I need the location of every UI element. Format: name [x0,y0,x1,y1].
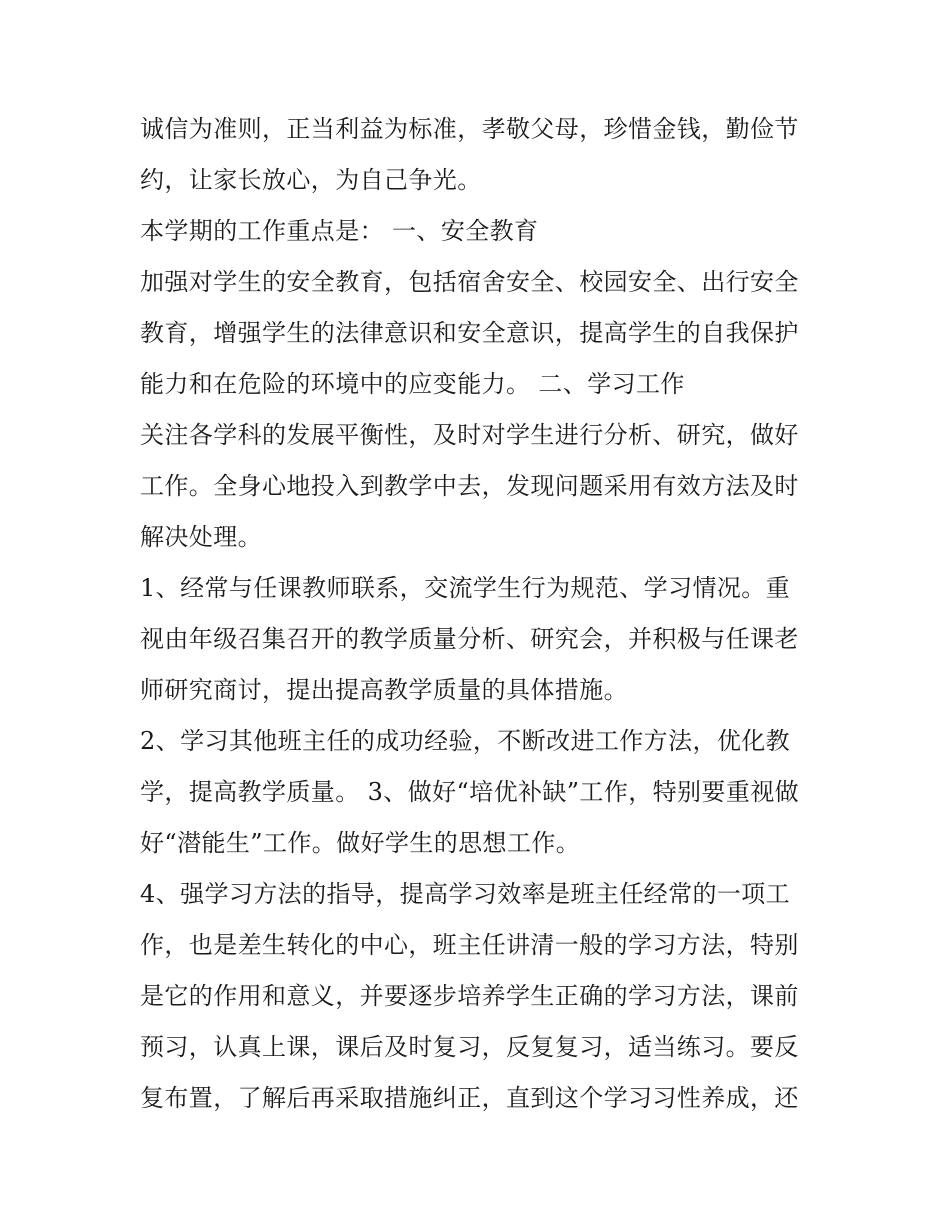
text-line: 诚信为准则，正当利益为标准，孝敬父母，珍惜金钱，勤俭节 [140,115,799,143]
text-line: 解决处理。 [140,523,262,551]
text-line: 4、强学习方法的指导，提高学习效率是班主任经常的一项工 [140,880,791,908]
text-line: 1、经常与任课教师联系，交流学生行为规范、学习情况。重 [140,574,791,602]
text-line: 加强对学生的安全教育，包括宿舍安全、校园安全、出行安全 [140,268,799,296]
text-line: 工作。全身心地投入到教学中去，发现问题采用有效方法及时 [140,472,799,500]
text-line: 能力和在危险的环境中的应变能力。 二、学习工作 [140,370,685,398]
text-line: 学，提高教学质量。 3、做好“培优补缺”工作，特别要重视做 [140,778,800,806]
text-line: 教育，增强学生的法律意识和安全意识，提高学生的自我保护 [140,319,799,347]
text-line: 关注各学科的发展平衡性，及时对学生进行分析、研究，做好 [140,421,799,449]
text-line: 是它的作用和意义，并要逐步培养学生正确的学习方法，课前 [140,982,799,1010]
text-line: 好“潜能生”工作。做好学生的思想工作。 [140,829,581,857]
text-line: 2、学习其他班主任的成功经验，不断改进工作方法，优化教 [140,727,791,755]
text-line: 本学期的工作重点是： 一、安全教育 [140,217,539,245]
text-line: 师研究商讨，提出提高教学质量的具体措施。 [140,676,628,704]
text-line: 约，让家长放心，为自己争光。 [140,166,482,194]
text-line: 复布置，了解后再采取措施纠正，直到这个学习习性养成，还 [140,1084,799,1112]
text-line: 预习，认真上课，课后及时复习，反复复习，适当练习。要反 [140,1033,799,1061]
text-line: 视由年级召集召开的教学质量分析、研究会，并积极与任课老 [140,625,799,653]
text-line: 作，也是差生转化的中心，班主任讲清一般的学习方法，特别 [140,931,799,959]
